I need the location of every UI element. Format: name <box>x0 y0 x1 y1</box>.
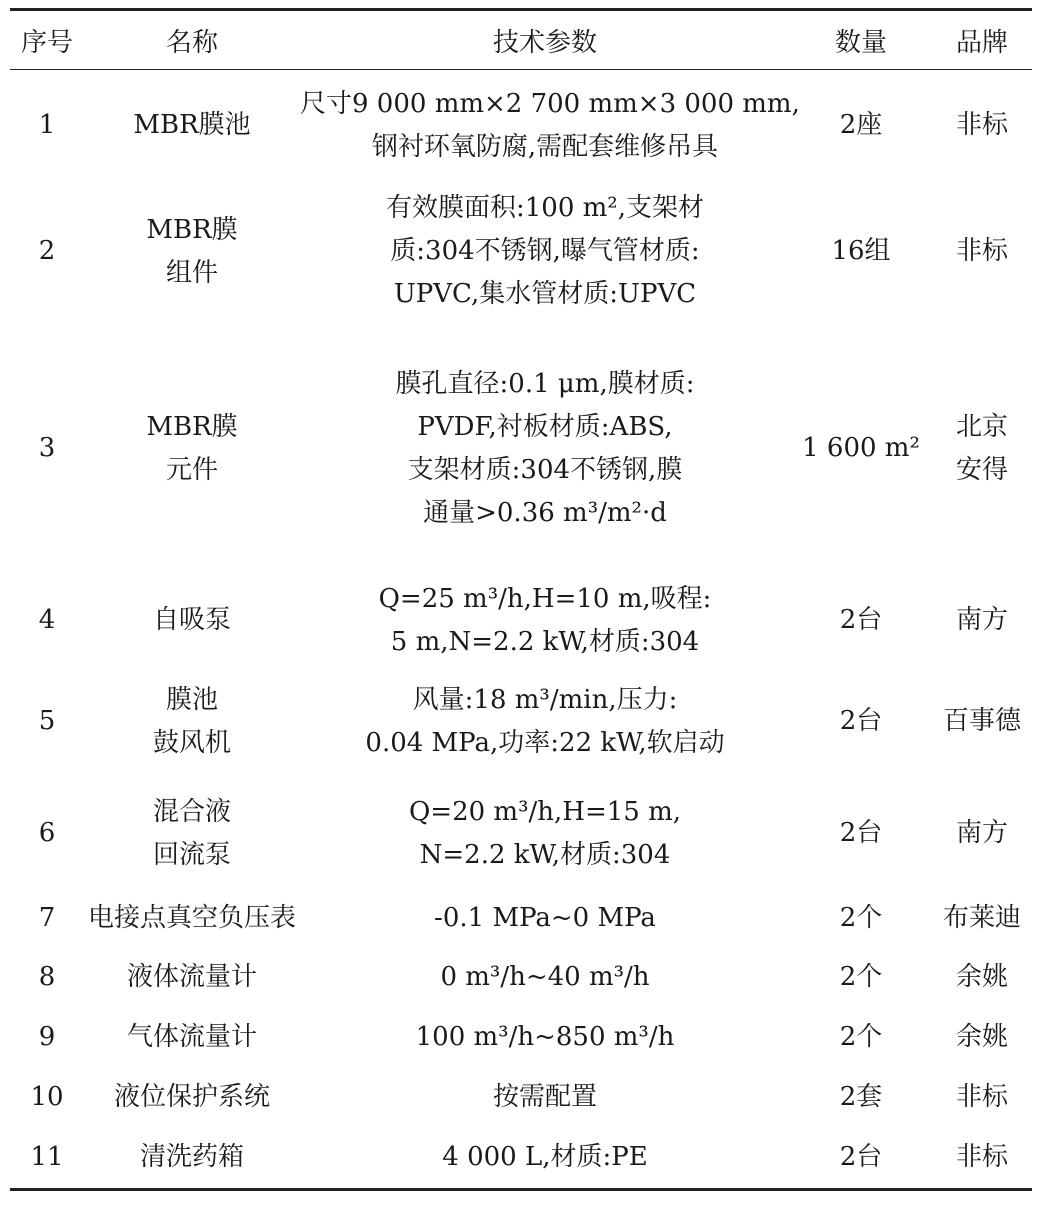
cell-name-line: MBR膜池 <box>133 110 251 141</box>
cell-params <box>300 890 790 948</box>
cell-quantity <box>790 70 932 182</box>
cell-params-line: 有效膜面积:100 m²,支架材 <box>386 193 704 223</box>
cell-params-line: 尺寸9 000 mm×2 700 mm×3 000 mm, <box>300 88 800 119</box>
cell-quantity <box>790 666 932 778</box>
cell-name <box>84 948 300 1008</box>
cell-index-line: 10 <box>30 1082 64 1112</box>
cell-params-line: -0.1 MPa~0 MPa <box>434 903 656 933</box>
cell-name-line: 液体流量计 <box>126 962 257 992</box>
cell-index-line: 3 <box>38 433 56 463</box>
cell-name-line: 清洗药箱 <box>139 1142 244 1173</box>
cell-name <box>84 576 300 666</box>
cell-quantity-line: 2台 <box>839 1142 883 1173</box>
cell-index-line: 9 <box>38 1022 56 1052</box>
cell-params-line: Q=25 m³/h,H=10 m,吸程: <box>378 583 712 614</box>
cell-index-line: 1 <box>38 110 56 141</box>
header-name: 名称 <box>165 27 218 58</box>
cell-brand <box>932 890 1032 948</box>
cell-name-line: 元件 <box>165 454 218 485</box>
cell-params-line: UPVC,集水管材质:UPVC <box>393 279 697 309</box>
cell-index-line: 7 <box>38 903 56 933</box>
cell-brand <box>932 1128 1032 1190</box>
cell-name-line: 混合液 <box>152 796 231 827</box>
cell-index <box>10 182 84 322</box>
cell-name <box>84 890 300 948</box>
cell-params-line: 支架材质:304不锈钢,膜 <box>407 454 683 485</box>
cell-params <box>300 182 790 322</box>
cell-brand-line: 南方 <box>955 605 1008 635</box>
cell-quantity <box>790 576 932 666</box>
cell-index-line: 6 <box>38 818 56 848</box>
cell-quantity-line: 1 600 m² <box>802 433 920 463</box>
header-brand: 品牌 <box>955 27 1008 58</box>
cell-brand <box>932 576 1032 666</box>
cell-name-line: 电接点真空负压表 <box>87 903 296 933</box>
cell-quantity <box>790 1068 932 1128</box>
cell-params-line: 风量:18 m³/min,压力: <box>412 684 678 715</box>
cell-index-line: 5 <box>38 706 56 736</box>
cell-params-line: 质:304不锈钢,曝气管材质: <box>390 236 700 266</box>
cell-index <box>10 70 84 182</box>
cell-params <box>300 576 790 666</box>
table-row <box>10 182 1032 322</box>
cell-quantity <box>790 322 932 576</box>
cell-params <box>300 948 790 1008</box>
cell-params-line: 钢衬环氧防腐,需配套维修吊具 <box>371 131 719 162</box>
cell-brand-line: 安得 <box>955 454 1008 485</box>
cell-params-line: PVDF,衬板材质:ABS, <box>417 411 673 442</box>
cell-brand-line: 百事德 <box>942 706 1021 736</box>
cell-params <box>300 666 790 778</box>
cell-quantity-line: 2套 <box>839 1082 883 1112</box>
cell-index <box>10 322 84 576</box>
cell-name <box>84 1128 300 1190</box>
cell-index-line: 8 <box>38 962 56 992</box>
cell-brand-line: 余姚 <box>955 962 1008 992</box>
cell-params-line: 4 000 L,材质:PE <box>442 1142 648 1173</box>
cell-params <box>300 1068 790 1128</box>
cell-params <box>300 1128 790 1190</box>
cell-quantity <box>790 182 932 322</box>
cell-index-line: 11 <box>30 1142 64 1173</box>
cell-brand <box>932 322 1032 576</box>
table-row <box>10 1008 1032 1068</box>
table-body <box>10 70 1032 1190</box>
equipment-spec-table <box>10 8 1032 1191</box>
cell-name-line: 组件 <box>165 257 218 288</box>
cell-name-line: MBR膜 <box>146 411 238 442</box>
header-row <box>10 10 1032 70</box>
cell-params-line: 0 m³/h~40 m³/h <box>440 962 650 992</box>
cell-index <box>10 1128 84 1190</box>
cell-name-line: 膜池 <box>165 684 218 715</box>
cell-brand-line: 非标 <box>955 236 1008 266</box>
cell-params-line: 按需配置 <box>492 1082 597 1112</box>
cell-brand <box>932 182 1032 322</box>
cell-quantity-line: 16组 <box>831 236 891 266</box>
cell-index <box>10 778 84 890</box>
cell-index-line: 2 <box>38 236 56 266</box>
cell-name-line: 鼓风机 <box>152 727 231 758</box>
cell-index <box>10 948 84 1008</box>
cell-name <box>84 778 300 890</box>
cell-brand <box>932 948 1032 1008</box>
cell-name <box>84 1068 300 1128</box>
cell-params <box>300 322 790 576</box>
cell-name <box>84 322 300 576</box>
cell-brand-line: 布莱迪 <box>942 903 1021 933</box>
cell-quantity <box>790 1128 932 1190</box>
table-row <box>10 70 1032 182</box>
cell-quantity-line: 2个 <box>839 1022 883 1052</box>
cell-params-line: 膜孔直径:0.1 μm,膜材质: <box>395 368 695 399</box>
cell-brand <box>932 778 1032 890</box>
cell-params <box>300 778 790 890</box>
cell-params-line: Q=20 m³/h,H=15 m, <box>408 796 682 827</box>
cell-name <box>84 1008 300 1068</box>
table-row <box>10 778 1032 890</box>
cell-quantity <box>790 890 932 948</box>
header-index: 序号 <box>20 27 73 58</box>
cell-index <box>10 576 84 666</box>
cell-name-line: 自吸泵 <box>152 605 231 635</box>
cell-params-line: N=2.2 kW,材质:304 <box>419 839 671 870</box>
cell-brand-line: 余姚 <box>955 1022 1008 1052</box>
header-quantity: 数量 <box>834 27 887 58</box>
cell-name-line: 气体流量计 <box>126 1022 257 1052</box>
cell-index <box>10 1008 84 1068</box>
cell-brand <box>932 1068 1032 1128</box>
table-row <box>10 948 1032 1008</box>
cell-name <box>84 182 300 322</box>
table-row <box>10 322 1032 576</box>
cell-params <box>300 1008 790 1068</box>
header-params: 技术参数 <box>492 27 597 58</box>
cell-quantity-line: 2个 <box>839 962 883 992</box>
cell-brand-line: 北京 <box>955 411 1008 442</box>
cell-brand-line: 非标 <box>955 1082 1008 1112</box>
cell-quantity-line: 2座 <box>839 110 883 141</box>
table-row <box>10 576 1032 666</box>
cell-params <box>300 70 800 182</box>
cell-name-line: 液位保护系统 <box>113 1082 270 1112</box>
cell-params-line: 5 m,N=2.2 kW,材质:304 <box>390 626 700 657</box>
cell-quantity <box>790 1008 932 1068</box>
cell-index-line: 4 <box>38 605 56 635</box>
cell-brand-line: 非标 <box>955 110 1008 141</box>
cell-quantity-line: 2台 <box>839 605 883 635</box>
cell-brand <box>932 666 1032 778</box>
cell-quantity-line: 2台 <box>839 706 883 736</box>
table-header <box>10 10 1032 70</box>
table-row <box>10 890 1032 948</box>
cell-name <box>84 70 300 182</box>
cell-name-line: MBR膜 <box>146 214 238 245</box>
table-row <box>10 666 1032 778</box>
cell-params-line: 0.04 MPa,功率:22 kW,软启动 <box>365 727 725 758</box>
cell-name-line: 回流泵 <box>152 839 231 870</box>
cell-quantity-line: 2个 <box>839 903 883 933</box>
cell-index <box>10 666 84 778</box>
cell-brand-line: 南方 <box>955 818 1008 848</box>
cell-params-line: 通量>0.36 m³/m²·d <box>423 497 667 528</box>
cell-brand <box>932 1008 1032 1068</box>
cell-params-line: 100 m³/h~850 m³/h <box>415 1022 675 1052</box>
cell-quantity <box>790 948 932 1008</box>
cell-index <box>10 890 84 948</box>
cell-quantity-line: 2台 <box>839 818 883 848</box>
table-row <box>10 1128 1032 1190</box>
table-row <box>10 1068 1032 1128</box>
cell-brand <box>932 70 1032 182</box>
cell-brand-line: 非标 <box>955 1142 1008 1173</box>
cell-index <box>10 1068 84 1128</box>
cell-quantity <box>790 778 932 890</box>
cell-name <box>84 666 300 778</box>
